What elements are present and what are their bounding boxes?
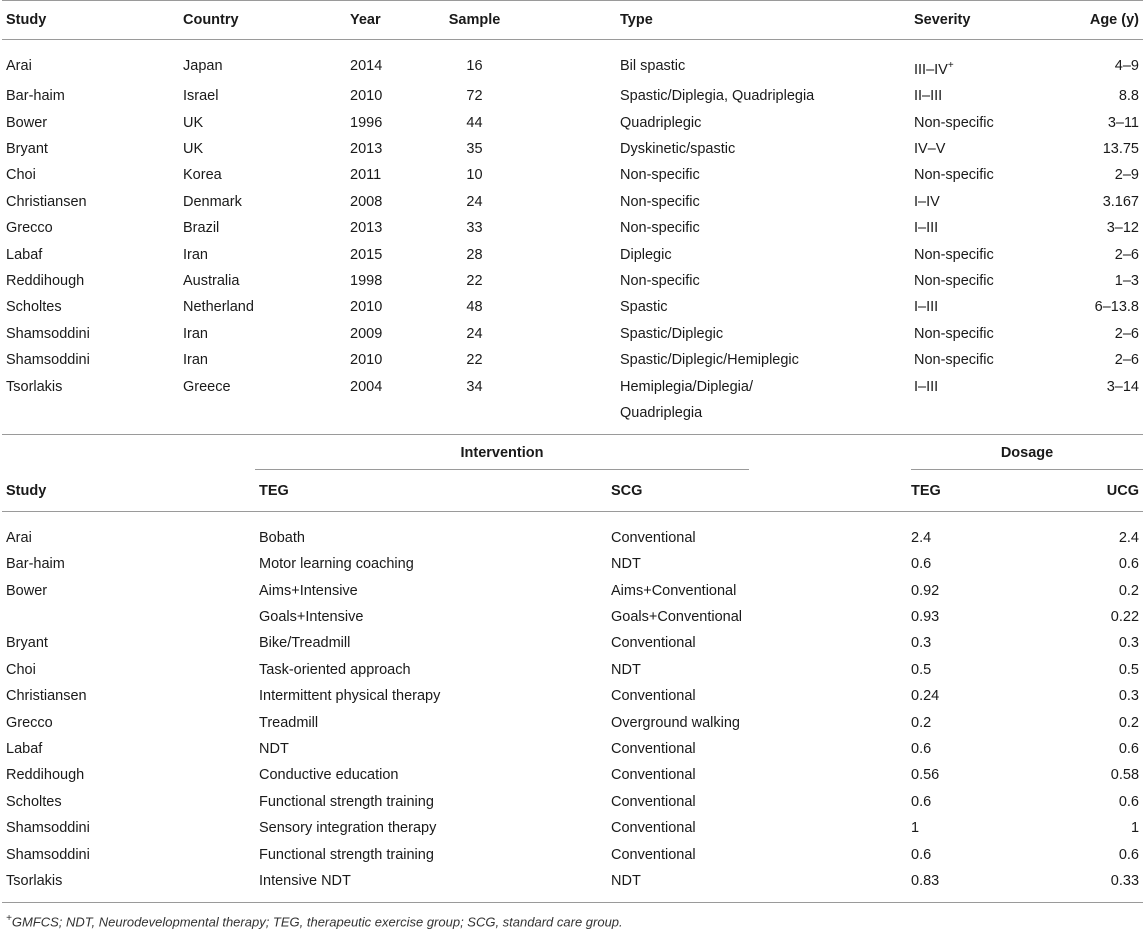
footnote-text: GMFCS; NDT, Neurodevelopmental therapy; TEG, therapeutic exercise group; SCG, standard care group. xyxy=(11,914,623,930)
cell-teg-intervention: Sensory integration therapy xyxy=(259,820,437,837)
cell-age: 2–6 xyxy=(1114,325,1139,342)
col-header-country: Country xyxy=(179,1,346,40)
cell-year: 2008 xyxy=(350,193,383,210)
cell-study: Bar-haim xyxy=(6,88,65,105)
cell-dosage-teg: 0.92 xyxy=(911,582,940,599)
cell-dosage-teg: 0.6 xyxy=(911,740,932,757)
table-row xyxy=(2,657,1143,683)
group-header-intervention: Intervention xyxy=(255,435,749,471)
cell-dosage-teg: 1 xyxy=(911,820,920,837)
cell-severity: Non-specific xyxy=(914,273,994,290)
cell-study: Bar-haim xyxy=(6,556,65,573)
table-row xyxy=(2,294,1143,320)
cell-study xyxy=(2,604,255,630)
cell-age: 8.8 xyxy=(1118,88,1139,105)
cell-type: Dyskinetic/spastic xyxy=(620,141,736,158)
cell-type: Non-specific xyxy=(620,193,700,210)
table-row xyxy=(2,578,1143,604)
col-header-type: Type xyxy=(616,1,910,40)
cell-year: 2011 xyxy=(350,167,382,184)
cell-teg-intervention: NDT xyxy=(259,740,289,757)
cell-dosage-teg: 0.6 xyxy=(911,556,932,573)
cell-year: 2014 xyxy=(350,58,383,74)
intervention-dosage-body xyxy=(2,511,1143,903)
cell-age: 2–6 xyxy=(1114,246,1139,263)
cell-age: 6–13.8 xyxy=(1094,299,1139,316)
footnote-mark: + xyxy=(6,913,12,925)
table-row xyxy=(2,242,1143,268)
cell-sample: 33 xyxy=(466,220,483,237)
table-row xyxy=(2,136,1143,162)
cell-type: Hemiplegia/Diplegia/ Quadriplegia xyxy=(620,378,753,421)
cell-severity: Non-specific xyxy=(914,352,994,369)
cell-study: Bryant xyxy=(6,635,48,652)
cell-scg-intervention: NDT xyxy=(611,556,641,573)
cell-country: Israel xyxy=(183,88,219,105)
cell-study: Labaf xyxy=(6,246,43,263)
cell-dosage-teg: 0.24 xyxy=(911,688,940,705)
table-row xyxy=(2,110,1143,136)
cell-country: Iran xyxy=(183,352,208,369)
table-row xyxy=(2,736,1143,762)
cell-dosage-ucg: 0.33 xyxy=(1032,868,1143,903)
intervention-rule xyxy=(255,469,749,470)
cell-sample: 24 xyxy=(466,193,483,210)
cell-type: Spastic/Diplegic/Hemiplegic xyxy=(620,352,799,369)
cell-dosage-ucg: 0.2 xyxy=(1118,714,1140,731)
col-header-age: Age (y) xyxy=(1065,1,1143,40)
cell-dosage-teg: 0.3 xyxy=(911,635,932,652)
cell-scg-intervention: Overground walking xyxy=(611,714,740,731)
cell-age: 3–14 xyxy=(1106,378,1139,395)
cell-sample: 48 xyxy=(466,299,483,316)
cell-severity: Non-specific xyxy=(914,167,994,184)
column-header-row xyxy=(2,471,1143,512)
cell-teg-intervention: Aims+Intensive xyxy=(259,582,358,599)
cell-dosage-ucg: 1 xyxy=(1130,820,1140,837)
cell-study: Christiansen xyxy=(6,688,87,705)
table-row xyxy=(2,189,1143,215)
cell-study: Reddihough xyxy=(6,767,85,784)
cell-age: 4–9 xyxy=(1114,58,1139,74)
cell-country: Japan xyxy=(183,58,223,74)
cell-study: Christiansen xyxy=(6,193,87,210)
intervention-dosage-table xyxy=(2,434,1143,904)
cell-teg-intervention: Bobath xyxy=(259,529,305,546)
cell-country: Brazil xyxy=(183,220,220,237)
cell-type: Non-specific xyxy=(620,273,700,290)
cell-dosage-teg: 0.6 xyxy=(911,846,932,863)
cell-sample: 16 xyxy=(466,58,483,74)
cell-teg-intervention: Motor learning coaching xyxy=(259,556,414,573)
cell-dosage-teg: 0.5 xyxy=(911,661,932,678)
cell-age: 13.75 xyxy=(1102,141,1139,158)
cell-scg-intervention: NDT xyxy=(611,661,641,678)
cell-dosage-ucg: 0.3 xyxy=(1118,635,1140,652)
cell-study: Shamsoddini xyxy=(6,325,90,342)
table-row xyxy=(2,268,1143,294)
table-row xyxy=(2,710,1143,736)
table-row xyxy=(2,321,1143,347)
cell-dosage-ucg: 0.6 xyxy=(1118,846,1140,863)
cell-sample: 34 xyxy=(466,378,483,395)
cell-severity: III–IV+ xyxy=(914,60,954,78)
study-characteristics-table xyxy=(2,0,1143,434)
cell-type: Spastic/Diplegia, Quadriplegia xyxy=(620,88,815,105)
cell-scg-intervention: Conventional xyxy=(611,740,696,757)
table-header-row xyxy=(2,1,1143,40)
cell-severity: II–III xyxy=(914,88,943,105)
cell-country: Iran xyxy=(183,246,208,263)
cell-teg-intervention: Treadmill xyxy=(259,714,319,731)
cell-severity: I–III xyxy=(914,299,939,316)
table-row xyxy=(2,683,1143,709)
cell-sample: 44 xyxy=(466,114,483,131)
cell-dosage-ucg: 0.58 xyxy=(1110,767,1140,784)
cell-study: Tsorlakis xyxy=(2,868,255,903)
cell-year: 1996 xyxy=(350,114,383,131)
cell-type: Spastic xyxy=(620,299,668,316)
table-row xyxy=(2,630,1143,656)
cell-country: Iran xyxy=(183,325,208,342)
cell-study: Arai xyxy=(6,529,32,546)
cell-sample: 10 xyxy=(466,167,483,184)
cell-type: Non-specific xyxy=(620,167,700,184)
cell-study: Scholtes xyxy=(6,793,62,810)
cell-sample: 22 xyxy=(466,352,483,369)
cell-dosage-ucg: 0.6 xyxy=(1118,740,1140,757)
cell-severity: IV–V xyxy=(914,141,946,158)
table-row xyxy=(2,215,1143,241)
col-header-year: Year xyxy=(346,1,433,40)
cell-severity: Non-specific xyxy=(914,246,994,263)
cell-dosage-teg: 2.4 xyxy=(911,529,932,546)
cell-scg-intervention: Conventional xyxy=(611,846,696,863)
cell-year: 2015 xyxy=(350,246,383,263)
cell-country: Korea xyxy=(183,167,222,184)
cell-study: Tsorlakis xyxy=(6,378,63,395)
table-row xyxy=(2,347,1143,373)
cell-country: Australia xyxy=(183,273,240,290)
col-header-study: Study xyxy=(2,471,255,512)
cell-study: Bower xyxy=(6,114,48,131)
dosage-rule xyxy=(911,469,1143,470)
table-row xyxy=(2,842,1143,868)
cell-sample: 28 xyxy=(466,246,483,263)
cell-severity: I–IV xyxy=(914,193,940,210)
table-row xyxy=(2,162,1143,188)
cell-dosage-ucg: 0.5 xyxy=(1118,661,1140,678)
cell-type: Spastic/Diplegic xyxy=(620,325,724,342)
cell-study: Grecco xyxy=(6,714,53,731)
table-row xyxy=(2,40,1143,84)
table-container xyxy=(2,0,1143,930)
cell-sample: 35 xyxy=(466,141,483,158)
severity-footnote-mark: + xyxy=(947,60,954,71)
cell-sample: 24 xyxy=(466,325,483,342)
cell-dosage-ucg: 0.6 xyxy=(1118,793,1140,810)
cell-country: Denmark xyxy=(183,193,242,210)
cell-study: Arai xyxy=(6,58,32,74)
cell-teg-intervention: Bike/Treadmill xyxy=(259,635,351,652)
cell-dosage-teg: 0.6 xyxy=(911,793,932,810)
cell-type: Non-specific xyxy=(620,220,700,237)
col-header-study: Study xyxy=(2,1,179,40)
cell-dosage-ucg: 0.6 xyxy=(1118,556,1140,573)
cell-age: 3–11 xyxy=(1107,114,1139,131)
cell-year: 2010 xyxy=(350,299,383,316)
cell-teg-intervention: Task-oriented approach xyxy=(259,661,411,678)
table-row xyxy=(2,868,1143,903)
table-row xyxy=(2,374,1143,434)
cell-type: Diplegic xyxy=(620,246,672,263)
cell-study: Reddihough xyxy=(6,273,85,290)
table-row xyxy=(2,83,1143,109)
cell-dosage-teg: 0.83 xyxy=(907,868,1032,903)
cell-dosage-teg: 0.2 xyxy=(911,714,932,731)
cell-teg-intervention: Functional strength training xyxy=(259,793,434,810)
cell-teg-intervention: Intensive NDT xyxy=(255,868,607,903)
cell-study: Shamsoddini xyxy=(6,820,90,837)
table-row xyxy=(2,604,1143,630)
col-header-sample: Sample xyxy=(433,1,616,40)
cell-sample: 72 xyxy=(466,88,483,105)
table-row xyxy=(2,762,1143,788)
col-header-scg: SCG xyxy=(607,471,907,512)
cell-dosage-ucg: 0.22 xyxy=(1110,608,1140,625)
cell-year: 2013 xyxy=(350,141,383,158)
cell-year: 1998 xyxy=(350,273,383,290)
cell-scg-intervention: Conventional xyxy=(611,529,696,546)
cell-age: 3–12 xyxy=(1106,220,1139,237)
col-header-teg: TEG xyxy=(255,471,607,512)
cell-age: 2–6 xyxy=(1114,352,1139,369)
table-row xyxy=(2,815,1143,841)
cell-study: Choi xyxy=(6,661,36,678)
cell-teg-intervention: Functional strength training xyxy=(259,846,434,863)
cell-scg-intervention: Aims+Conventional xyxy=(611,582,737,599)
cell-age: 2–9 xyxy=(1114,167,1139,184)
cell-country: UK xyxy=(183,141,204,158)
cell-study: Choi xyxy=(6,167,36,184)
cell-study: Shamsoddini xyxy=(6,352,90,369)
cell-dosage-ucg: 2.4 xyxy=(1118,529,1140,546)
cell-sample: 22 xyxy=(466,273,483,290)
cell-teg-intervention: Intermittent physical therapy xyxy=(259,688,441,705)
cell-scg-intervention: Goals+Conventional xyxy=(611,608,742,625)
cell-year: 2004 xyxy=(350,378,383,395)
cell-country: UK xyxy=(183,114,204,131)
cell-year: 2010 xyxy=(350,88,383,105)
col-header-dosage-ucg: UCG xyxy=(1032,471,1143,512)
col-header-severity: Severity xyxy=(910,1,1065,40)
group-header-dosage: Dosage xyxy=(911,435,1143,471)
cell-teg-intervention: Conductive education xyxy=(259,767,399,784)
table-footnote xyxy=(2,913,1143,929)
cell-age: 3.167 xyxy=(1102,193,1139,210)
cell-country: Greece xyxy=(183,378,231,395)
cell-study: Grecco xyxy=(6,220,53,237)
cell-dosage-ucg: 0.2 xyxy=(1118,582,1140,599)
table-row xyxy=(2,551,1143,577)
cell-scg-intervention: Conventional xyxy=(611,688,696,705)
cell-severity: Non-specific xyxy=(914,325,994,342)
col-header-dosage-teg: TEG xyxy=(907,471,1032,512)
table-row xyxy=(2,511,1143,551)
cell-scg-intervention: Conventional xyxy=(611,635,696,652)
cell-dosage-ucg: 0.3 xyxy=(1118,688,1140,705)
cell-type: Quadriplegic xyxy=(620,114,702,131)
cell-country: Netherland xyxy=(183,299,254,316)
cell-dosage-teg: 0.93 xyxy=(911,608,940,625)
cell-study: Scholtes xyxy=(6,299,62,316)
cell-study: Labaf xyxy=(6,740,43,757)
cell-scg-intervention: Conventional xyxy=(611,767,696,784)
cell-severity: Non-specific xyxy=(914,114,994,131)
cell-scg-intervention: Conventional xyxy=(611,820,696,837)
cell-teg-intervention: Goals+Intensive xyxy=(259,608,364,625)
cell-scg-intervention: Conventional xyxy=(611,793,696,810)
cell-year: 2013 xyxy=(350,220,383,237)
group-header-row xyxy=(2,434,1143,471)
cell-scg-intervention: NDT xyxy=(607,868,907,903)
cell-dosage-teg: 0.56 xyxy=(911,767,940,784)
cell-year: 2010 xyxy=(350,352,383,369)
table-row xyxy=(2,789,1143,815)
study-characteristics-body xyxy=(2,40,1143,434)
cell-study: Shamsoddini xyxy=(6,846,90,863)
cell-study: Bryant xyxy=(6,141,48,158)
cell-severity: I–III xyxy=(914,378,939,395)
cell-year: 2009 xyxy=(350,325,383,342)
cell-age: 1–3 xyxy=(1114,273,1139,290)
cell-type: Bil spastic xyxy=(620,58,686,74)
cell-study: Bower xyxy=(6,582,48,599)
cell-severity: I–III xyxy=(914,220,939,237)
